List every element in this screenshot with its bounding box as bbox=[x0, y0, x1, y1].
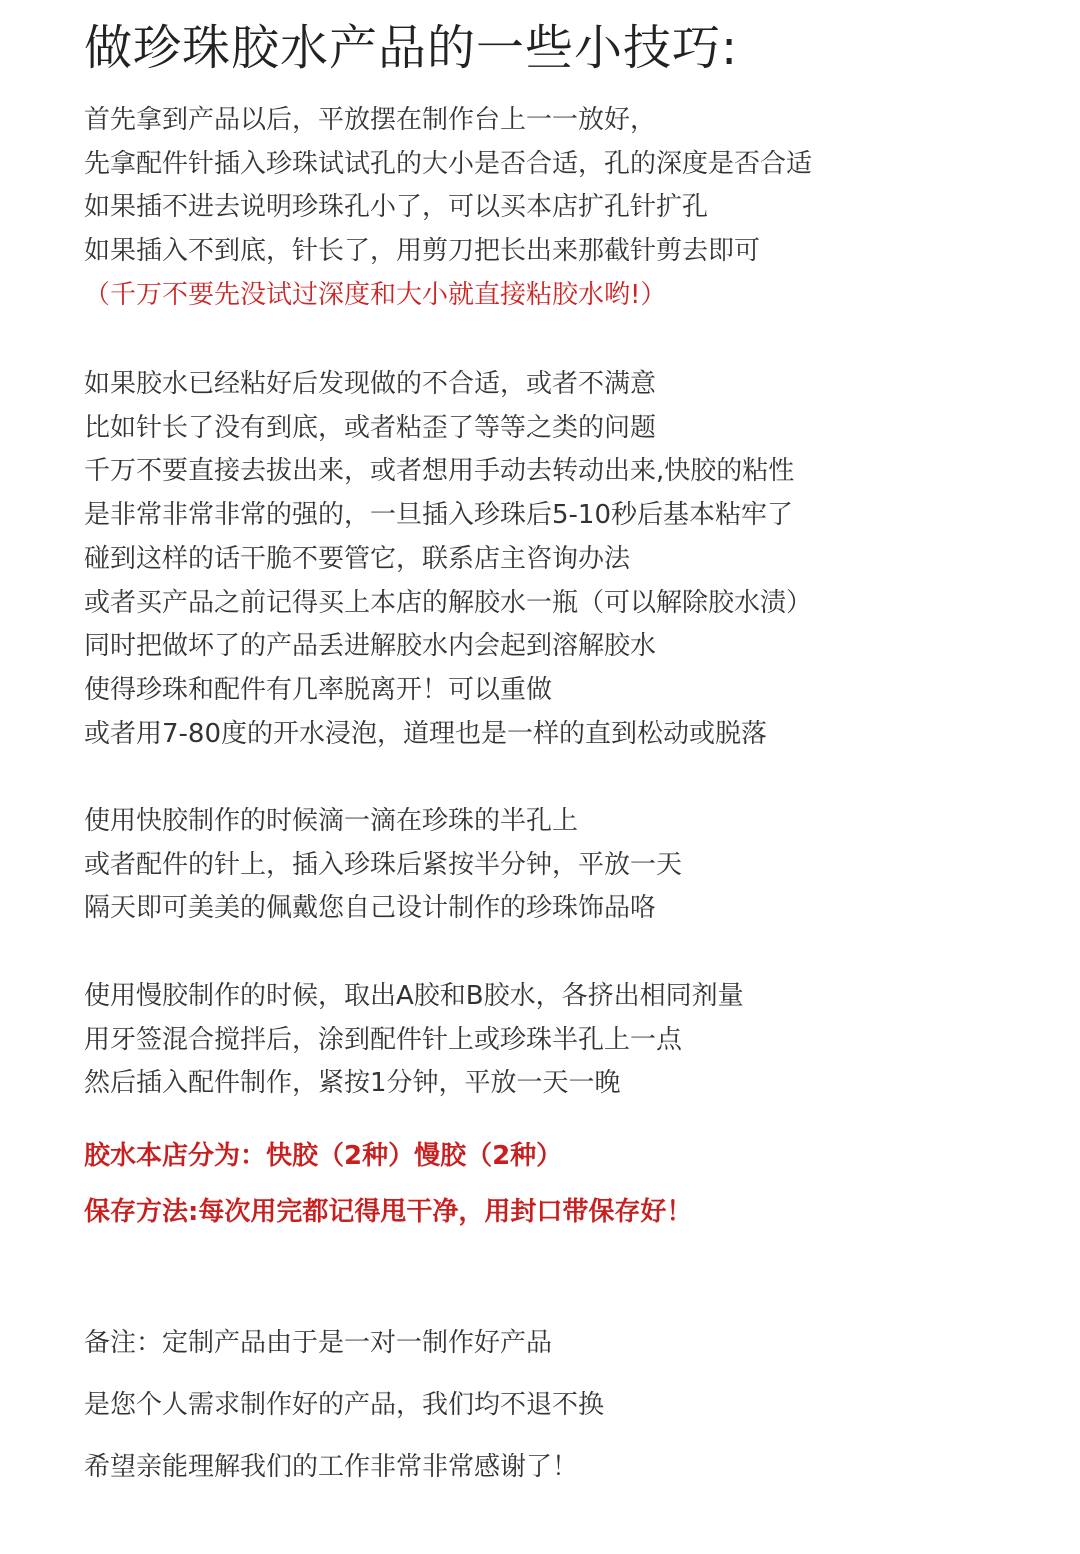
text-line: 或者用7-80度的开水浸泡，道理也是一样的直到松动或脱落 bbox=[84, 718, 768, 749]
text-line: 如果插入不到底，针长了，用剪刀把长出来那截针剪去即可 bbox=[84, 236, 761, 267]
section-slow-glue bbox=[84, 975, 744, 1106]
text-line: 然后插入配件制作，紧按1分钟，平放一天一晚 bbox=[84, 1068, 621, 1099]
text-line: 首先拿到产品以后，平放摆在制作台上一一放好， bbox=[84, 105, 657, 135]
glue-types-note: 胶水本店分为：快胶（2种）慢胶（2种） bbox=[84, 1141, 563, 1171]
text-line: 同时把做坏了的产品丢进解胶水内会起到溶解胶水 bbox=[84, 631, 657, 662]
text-line: 碰到这样的话干脆不要管它，联系店主咨询办法 bbox=[84, 543, 631, 574]
text-line: 千万不要直接去拔出来，或者想用手动去转动出来,快胶的粘性 bbox=[84, 456, 795, 487]
section-preparation bbox=[84, 99, 812, 318]
text-line: 比如针长了没有到底，或者粘歪了等等之类的问题 bbox=[84, 412, 657, 443]
text-line: 先拿配件针插入珍珠试试孔的大小是否合适，孔的深度是否合适 bbox=[84, 148, 813, 179]
warning-text: （千万不要先没试过深度和大小就直接粘胶水哟!） bbox=[84, 279, 667, 310]
text-line: 如果插不进去说明珍珠孔小了，可以买本店扩孔针扩孔 bbox=[84, 192, 709, 223]
section-fast-glue bbox=[84, 800, 682, 931]
remark-line: 是您个人需求制作好的产品，我们均不退不换 bbox=[84, 1390, 605, 1420]
text-line: 是非常非常非常的强的，一旦插入珍珠后5-10秒后基本粘牢了 bbox=[84, 500, 794, 531]
text-line: 或者买产品之前记得买上本店的解胶水一瓶（可以解除胶水渍） bbox=[84, 587, 813, 618]
text-line: 使得珍珠和配件有几率脱离开！可以重做 bbox=[84, 674, 553, 705]
remark-line: 希望亲能理解我们的工作非常非常感谢了！ bbox=[84, 1452, 579, 1482]
remarks-section bbox=[84, 1312, 604, 1498]
text-line: 或者配件的针上，插入珍珠后紧按半分钟，平放一天 bbox=[84, 849, 683, 880]
text-line: 用牙签混合搅拌后，涂到配件针上或珍珠半孔上一点 bbox=[84, 1024, 683, 1055]
section-fix-mistakes bbox=[84, 363, 812, 756]
remark-line: 备注：定制产品由于是一对一制作好产品 bbox=[84, 1328, 553, 1358]
storage-note: 保存方法:每次用完都记得甩干净，用封口带保存好！ bbox=[84, 1197, 693, 1227]
page-title: 做珍珠胶水产品的一些小技巧: bbox=[84, 20, 739, 76]
text-line: 使用慢胶制作的时候，取出A胶和B胶水，各挤出相同剂量 bbox=[84, 981, 744, 1011]
text-line: 隔天即可美美的佩戴您自己设计制作的珍珠饰品咯 bbox=[84, 893, 657, 924]
text-line: 使用快胶制作的时候滴一滴在珍珠的半孔上 bbox=[84, 806, 579, 836]
text-line: 如果胶水已经粘好后发现做的不合适，或者不满意 bbox=[84, 369, 657, 399]
